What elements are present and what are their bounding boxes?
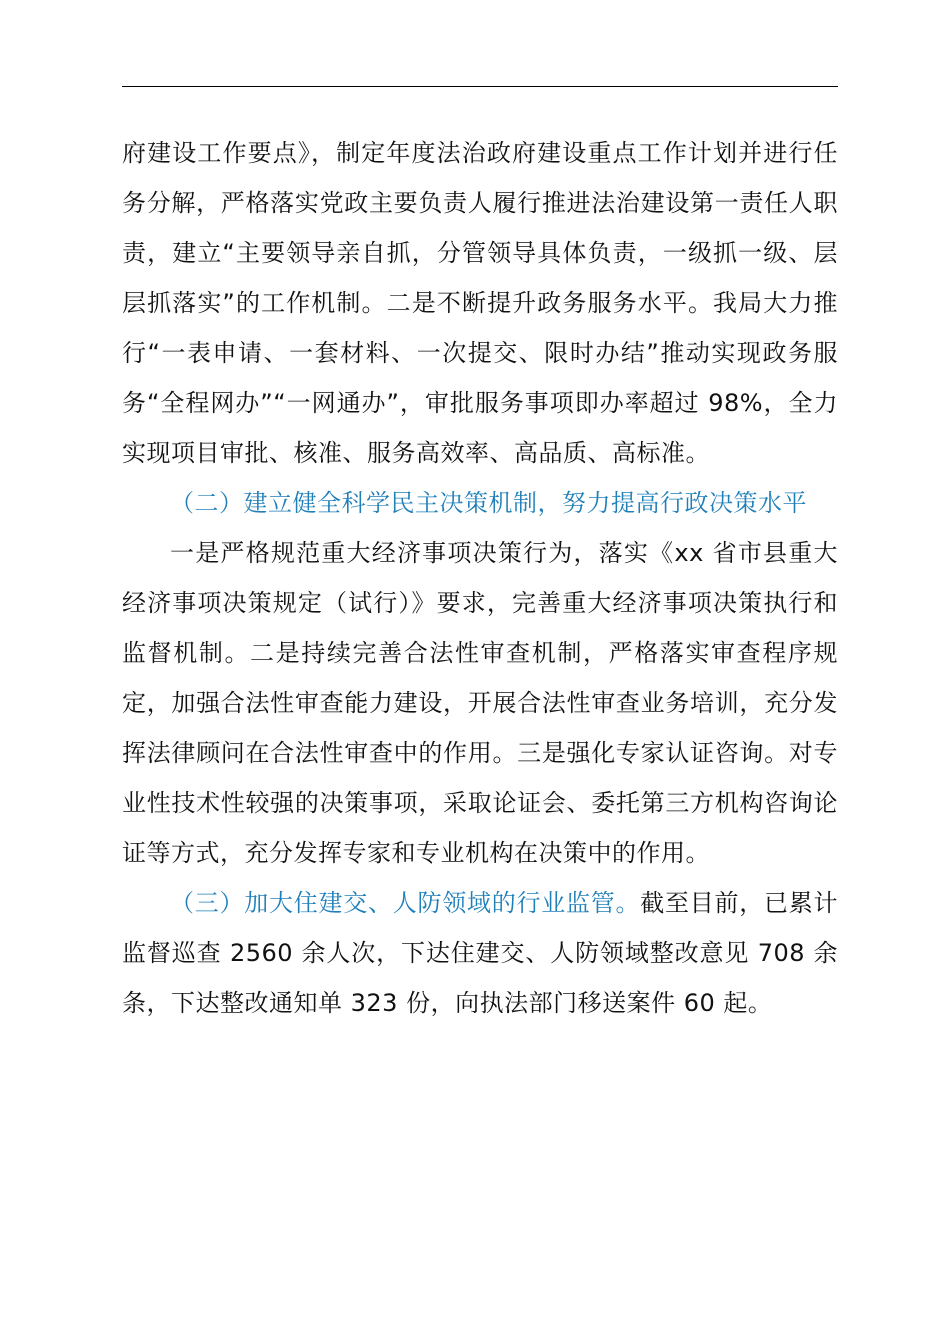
document-body: [122, 128, 838, 1028]
paragraph-decision-mechanism: 一是严格规范重大经济事项决策行为，落实《xx 省市县重大经济事项决策规定（试行）》要求，完善重大经济事项决策执行和监督机制。二是持续完善合法性审查机制，严格落实审查程序规定，加强合法性审查能力建设，开展合法性审查业务培训，充分发挥法律顾问在合法性审查中的作用。三是强化专家认证咨询。对专业性技术性较强的决策事项，采取论证会、委托第三方机构咨询论证等方式，充分发挥专家和专业机构在决策中的作用。: [122, 539, 838, 867]
paragraph-continuation: 府建设工作要点》，制定年度法治政府建设重点工作计划并进行任务分解，严格落实党政主要负责人履行推进法治建设第一责任人职责，建立“主要领导亲自抓，分管领导具体负责，一级抓一级、层层抓落实”的工作机制。二是不断提升政务服务水平。我局大力推行“一表申请、一套材料、一次提交、限时办结”推动实现政务服务“全程网办”“一网通办”，审批服务事项即办率超过 98%，全力实现项目审批、核准、服务高效率、高品质、高标准。: [122, 139, 838, 467]
section-heading-2: （二）建立健全科学民主决策机制，努力提高行政决策水平: [170, 489, 807, 517]
section-heading-3: （三）加大住建交、人防领域的行业监管。: [170, 889, 641, 917]
header-rule: [122, 86, 838, 87]
supervision-text: 截至目前，已累计监督巡查 2560 余人次，下达住建交、人防领域整改意见 708 余条，下达整改通知单 323 份，向执法部门移送案件 60 起。: [122, 889, 838, 1017]
paragraph-supervision: [122, 878, 838, 1028]
